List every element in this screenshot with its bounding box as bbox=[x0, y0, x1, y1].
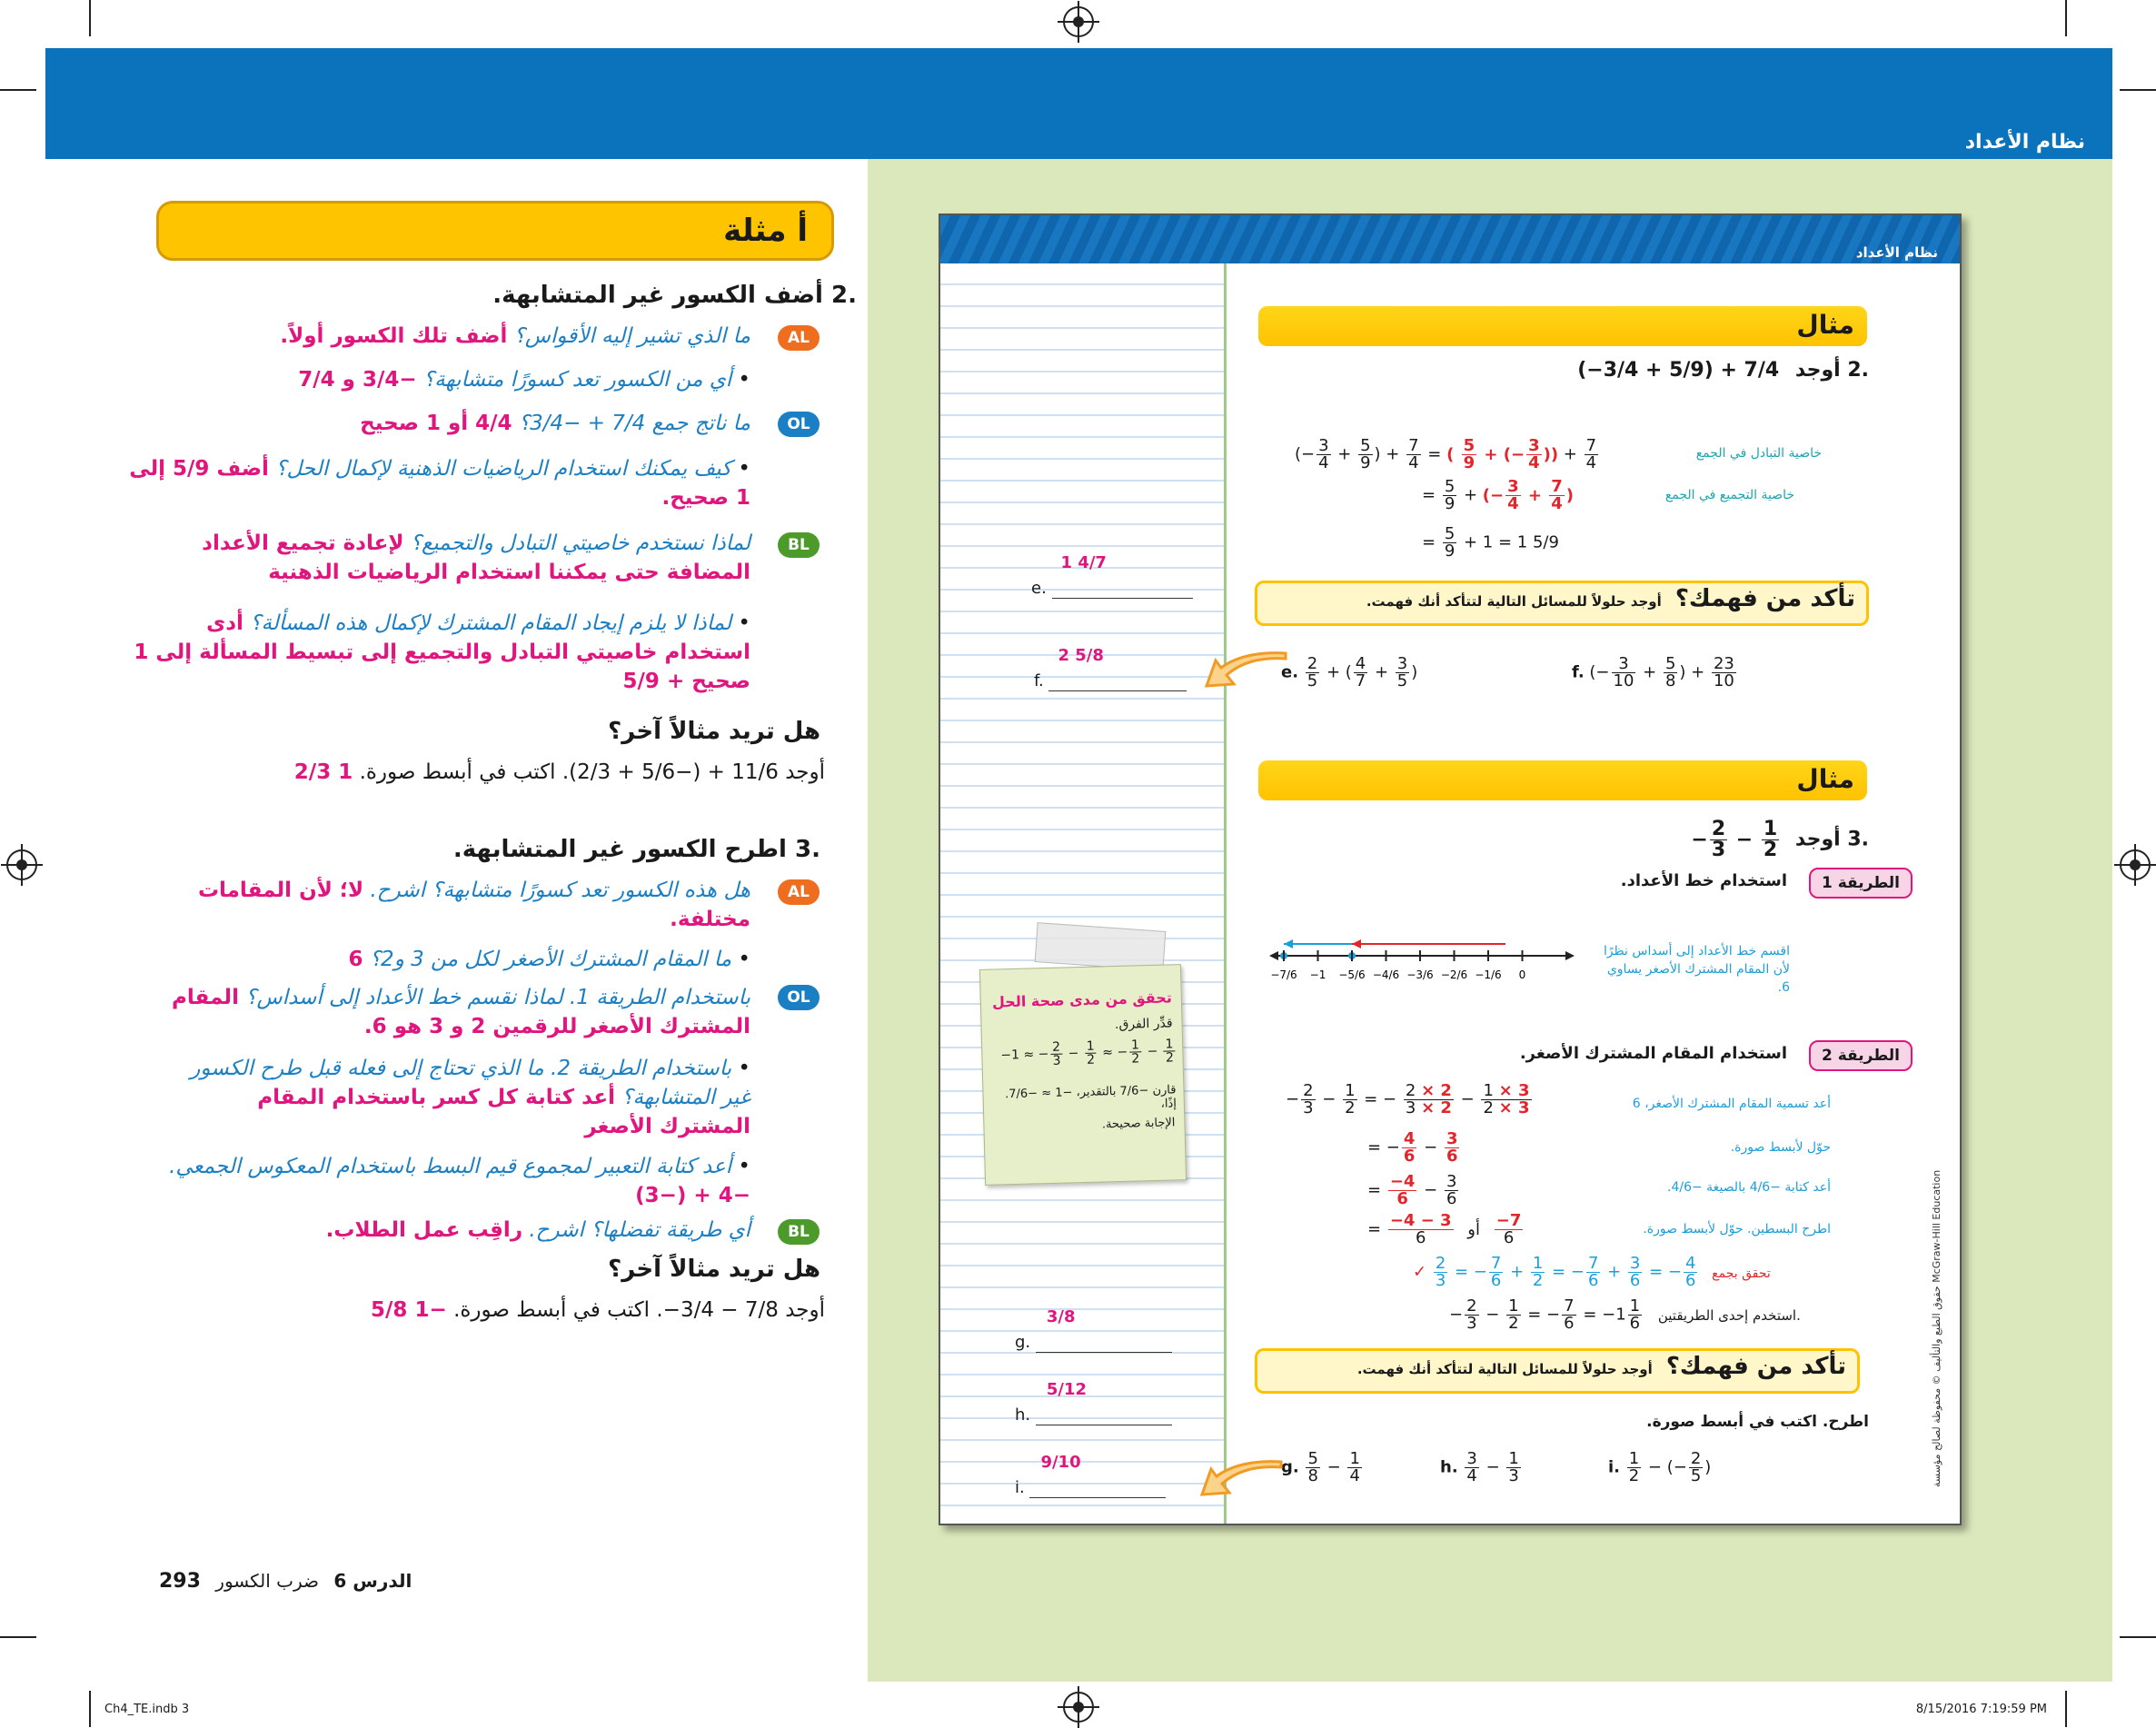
exercise-label: i. bbox=[1608, 1457, 1621, 1477]
section-header-bar bbox=[45, 48, 2112, 159]
crop-mark bbox=[2065, 0, 2067, 36]
check-sub: أوجد حلولاً للمسائل التالية لتتأكد أنك فهمت. bbox=[1356, 1361, 1653, 1377]
teacher-question: أي من الكسور تعد كسورًا متشابهة؟ bbox=[422, 368, 732, 392]
teacher-answer: −4 + (−3) bbox=[635, 1184, 750, 1207]
ol-badge: OL bbox=[778, 412, 820, 437]
m2-step1: − $\frac{2}{3}$ − $\frac{1}{2}$ = − $\frac{2 \times 2}{3 \times 2}$ − $\frac{1 \times 3}{2 \times 3}$ bbox=[1286, 1081, 1530, 1117]
q3-ol-item bbox=[160, 983, 750, 1041]
print-slug-left: Ch4_TE.indb 3 bbox=[104, 1703, 190, 1716]
ex2-step2-note: خاصية التجميع في الجمع bbox=[1664, 488, 1794, 502]
check-title-text: تأكد من فهمك؟ bbox=[1674, 585, 1855, 612]
q2-bl2-item: • لماذا لا يلزم إيجاد المقام المشترك لإكمال هذه المسألة؟ أدى استخدام خاصيتي التبادل والتجميع إلى تبسيط المسألة إلى 1 صحيح + 5/9 bbox=[134, 611, 750, 693]
check-title-text: تأكد من فهمك؟ bbox=[1665, 1353, 1846, 1380]
ex2-step1-note: خاصية التبادل في الجمع bbox=[1695, 446, 1822, 461]
q3-more-text bbox=[189, 1296, 825, 1325]
teacher-question: كيف يمكنك استخدام الرياضيات الذهنية لإكمال الحل؟ bbox=[275, 457, 732, 481]
m2-note3: أعد كتابة −4/6 بالصيغة −4/6. bbox=[1667, 1180, 1831, 1195]
check1-f: f. (− $\frac{3}{10}$ + $\frac{5}{8}$ ) + $\frac{23}{10}$ bbox=[1572, 654, 1734, 690]
q3-ol2-item: • باستخدام الطريقة 2. ما الذي تحتاج إلى فعله قبل طرح الكسور غير المتشابهة؟ أعد كتابة كل كسر باستخدام المقام المشترك الأصغر bbox=[190, 1057, 750, 1138]
q3-more-heading: هل تريد مثالاً آخر؟ bbox=[608, 1256, 820, 1283]
m2-step3: = $\frac{-4}{6}$ − $\frac{3}{6}$ bbox=[1367, 1172, 1457, 1208]
number-line-tick-label: −1 bbox=[1309, 968, 1326, 981]
number-line-tick-label: −7/6 bbox=[1270, 968, 1297, 981]
page-footer bbox=[159, 1570, 413, 1593]
arrow-to-notes-icon bbox=[1195, 1449, 1286, 1513]
example-banner bbox=[1258, 760, 1867, 800]
m2-final: − $\frac{2}{3}$ − $\frac{1}{2}$ = − $\frac{7}{6}$ = −1 $\frac{1}{6}$ استخدم إحدى الطريقتين. bbox=[1449, 1296, 1801, 1333]
m2-step4: = $\frac{-4 - 3}{6}$ أو $\frac{-7}{6}$ bbox=[1367, 1211, 1522, 1247]
m2-check-line: ✓ $\frac{2}{3}$ = − $\frac{7}{6}$ + $\frac{1}{2}$ = − $\frac{7}{6}$ + $\frac{3}{6}$ = − $\frac{4}{6}$ تحقق بجمع bbox=[1413, 1254, 1771, 1290]
section-title: نظام الأعداد bbox=[1964, 131, 2085, 154]
teacher-answer: راقِب عمل الطلاب. bbox=[325, 1218, 523, 1242]
teacher-answer: أضف 5/9 إلى 1 صحيح. bbox=[129, 457, 750, 510]
teacher-question: ما ناتج جمع 7/4 + −3/4؟ bbox=[518, 412, 750, 435]
crop-mark bbox=[0, 1636, 36, 1638]
exercise-label: e. bbox=[1281, 662, 1299, 682]
notes-answer-h: h. 5/12 bbox=[1015, 1405, 1197, 1425]
number-line-tick-label: −5/6 bbox=[1338, 968, 1366, 981]
more-example-answer: 1 2/3 bbox=[293, 760, 353, 784]
examples-banner bbox=[156, 201, 834, 261]
number-line-tick-label: −4/6 bbox=[1372, 968, 1400, 981]
q3-al2-item: • ما المقام المشترك الأصغر لكل من 3 و2؟ 6 bbox=[348, 948, 750, 971]
teacher-answer: −3/4 و 7/4 bbox=[298, 368, 417, 392]
al-badge: AL bbox=[778, 879, 820, 905]
lesson-title: ضرب الكسور bbox=[215, 1570, 320, 1592]
m2-note1: أعد تسمية المقام المشترك الأصغر، 6 bbox=[1632, 1097, 1831, 1111]
q2-ol-item bbox=[124, 409, 750, 438]
teacher-question: ما المقام المشترك الأصغر لكل من 3 و2؟ bbox=[369, 948, 732, 971]
notes-answer-i: i. 9/10 bbox=[1015, 1478, 1197, 1498]
teacher-question: لماذا نستخدم خاصيتي التبادل والتجميع؟ bbox=[410, 531, 750, 555]
method1-note: اقسم خط الأعداد إلى أسداس نظرًا لأن المقام المشترك الأصغر يساوي 6. bbox=[1603, 944, 1790, 995]
notes-answer-g: g. 3/8 bbox=[1015, 1333, 1197, 1353]
example-banner bbox=[1258, 306, 1867, 346]
exercise-label: g. bbox=[1281, 1457, 1299, 1477]
q2-bl-item bbox=[124, 529, 750, 587]
arrow-to-notes-icon bbox=[1199, 641, 1290, 704]
check-title bbox=[1366, 585, 1855, 612]
or-label: أو bbox=[1467, 1219, 1480, 1239]
teacher-question: أي طريقة تفضلها؟ اشرح. bbox=[529, 1218, 750, 1242]
crop-mark bbox=[2120, 1636, 2156, 1638]
check-title bbox=[1357, 1353, 1846, 1380]
example-title: مثال bbox=[1796, 764, 1854, 794]
example-title: مثال bbox=[1796, 310, 1854, 340]
sticky-title: تحقق من مدى صحة الحل bbox=[991, 988, 1173, 1011]
teacher-answer: أعد كتابة كل كسر باستخدام المقام المشترك الأصغر bbox=[257, 1086, 750, 1138]
q2-al-item bbox=[124, 322, 750, 351]
teacher-answer: أضف تلك الكسور أولاً. bbox=[280, 324, 508, 348]
q2-more-heading: هل تريد مثالاً آخر؟ bbox=[608, 718, 820, 745]
q2-ol2-item: • كيف يمكنك استخدام الرياضيات الذهنية لإكمال الحل؟ أضف 5/9 إلى 1 صحيح. bbox=[129, 457, 750, 510]
check2-i: i. $\frac{1}{2}$ − (− $\frac{2}{5}$ ) bbox=[1608, 1449, 1712, 1485]
ex2-prompt-label: .2 أوجد bbox=[1794, 359, 1869, 382]
number-line-tick-label: 0 bbox=[1518, 968, 1526, 981]
al-badge: AL bbox=[778, 325, 820, 351]
registration-mark-icon bbox=[6, 849, 37, 880]
teacher-answer: لا؛ لأن المقامات مختلفة. bbox=[197, 879, 750, 931]
page-number: 293 bbox=[159, 1570, 201, 1593]
sticky-line1: قدِّر الفرق. bbox=[1114, 1016, 1173, 1033]
crop-mark bbox=[0, 89, 36, 91]
teacher-answer: لإعادة تجميع الأعداد المضافة حتى يمكننا استخدام الرياضيات الذهنية bbox=[202, 531, 750, 584]
teacher-question: هل هذه الكسور تعد كسورًا متشابهة؟ اشرح. bbox=[370, 879, 750, 902]
registration-mark-icon bbox=[1063, 6, 1094, 37]
crop-mark bbox=[89, 0, 91, 36]
check-by-adding: تحقق بجمع bbox=[1712, 1266, 1771, 1281]
ol-badge: OL bbox=[778, 985, 820, 1010]
number-line-tick-label: −2/6 bbox=[1440, 968, 1468, 981]
q2-more-text bbox=[189, 758, 825, 787]
method1-pill: الطريقة 1 bbox=[1809, 868, 1913, 899]
bl-badge: BL bbox=[778, 532, 820, 558]
check1-e: e. $\frac{2}{5}$ + ( $\frac{4}{7}$ + $\frac{3}{5}$ ) bbox=[1281, 654, 1418, 690]
exercise-label: f. bbox=[1572, 662, 1585, 682]
crop-mark bbox=[2065, 1691, 2067, 1727]
ex2-prompt bbox=[1577, 359, 1869, 382]
more-example-text: أوجد 11/6 + (−5/6 + 2/3). اكتب في أبسط صورة. bbox=[359, 760, 825, 784]
q3-al-item bbox=[160, 876, 750, 934]
ex2-step2: = $\frac{5}{9}$ + (− $\frac{3}{4}$ + $\frac{7}{4}$ ) bbox=[1422, 477, 1575, 513]
registration-mark-icon bbox=[1063, 1692, 1094, 1723]
lesson-number: الدرس 6 bbox=[333, 1570, 412, 1592]
teacher-question: لماذا لا يلزم إيجاد المقام المشترك لإكمال هذه المسألة؟ bbox=[250, 611, 732, 635]
student-page-header bbox=[940, 215, 1960, 263]
q2-al2-item: • أي من الكسور تعد كسورًا متشابهة؟ −3/4 و 7/4 bbox=[298, 368, 750, 392]
sticky-line2: قارن −7/6 بالتقدير، −1 ≈ −7/6. إذًا، bbox=[1004, 1083, 1177, 1111]
more-example-text: أوجد 7/8 − 3/4−. اكتب في أبسط صورة. bbox=[453, 1298, 825, 1322]
teacher-question: أعد كتابة التعبير لمجموع قيم البسط باستخدام المعكوس الجمعي. bbox=[169, 1155, 732, 1178]
answer-g: 3/8 bbox=[1046, 1307, 1076, 1326]
exercise-label: h. bbox=[1440, 1457, 1458, 1477]
teacher-question: ما الذي تشير إليه الأقواس؟ bbox=[513, 324, 750, 348]
sticky-estimate: −1 ≈ − $\frac{2}{3}$ − $\frac{1}{2}$ ≈ − $\frac{1}{2}$ − $\frac{1}{2}$ bbox=[1000, 1037, 1175, 1068]
ex2-result: 1 5/9 bbox=[1516, 532, 1559, 552]
check-sub: أوجد حلولاً للمسائل التالية لتتأكد أنك فهمت. bbox=[1366, 593, 1662, 610]
check-understanding-banner bbox=[1255, 1348, 1860, 1394]
ex3-prompt-label: .3 أوجد bbox=[1794, 828, 1869, 851]
check2-h: h. $\frac{3}{4}$ − $\frac{1}{3}$ bbox=[1440, 1449, 1519, 1485]
sticky-line3: الإجابة صحيحة. bbox=[1101, 1116, 1176, 1132]
answer-h: 5/12 bbox=[1046, 1380, 1088, 1399]
teacher-answer: 4/4 أو 1 صحيح bbox=[360, 412, 512, 435]
answer-i: 9/10 bbox=[1040, 1453, 1081, 1472]
notes-divider bbox=[1224, 263, 1227, 1524]
number-line-tick-label: −3/6 bbox=[1406, 968, 1434, 981]
method2-desc: استخدام المقام المشترك الأصغر. bbox=[1519, 1044, 1787, 1063]
notes-answer-f: f. 2 5/8 bbox=[1034, 671, 1202, 691]
bl-badge: BL bbox=[778, 1219, 820, 1245]
answer-e: 1 4/7 bbox=[1060, 553, 1107, 572]
sticky-note bbox=[979, 964, 1187, 1186]
ex2-step3: = $\frac{5}{9}$ + 1 = 1 5/9 bbox=[1422, 524, 1559, 561]
registration-mark-icon bbox=[2120, 849, 2151, 880]
copyright-vertical: حقوق الطبع والتأليف © محفوظة لصالح مؤسسة McGraw-Hill Education bbox=[1931, 1169, 1942, 1487]
q3-bl-item bbox=[160, 1216, 750, 1245]
use-either-method: استخدم إحدى الطريقتين. bbox=[1657, 1306, 1801, 1324]
student-header-title: نظام الأعداد bbox=[1855, 244, 1938, 261]
print-slug-right: 8/15/2016 7:19:59 PM bbox=[1915, 1703, 2047, 1716]
q2-heading: .2 أضف الكسور غير المتشابهة. bbox=[492, 282, 857, 309]
student-page bbox=[939, 214, 1962, 1525]
crop-mark bbox=[2120, 89, 2156, 91]
number-line-tick-label: −1/6 bbox=[1475, 968, 1502, 981]
check-understanding-banner bbox=[1255, 581, 1869, 626]
check2-sub: اطرح. اكتب في أبسط صورة. bbox=[1646, 1413, 1869, 1431]
teacher-question: باستخدام الطريقة 2. ما الذي تحتاج إلى فعله قبل طرح الكسور غير المتشابهة؟ bbox=[190, 1057, 750, 1109]
m2-step2: = − $\frac{4}{6}$ − $\frac{3}{6}$ bbox=[1367, 1129, 1458, 1166]
crop-mark bbox=[89, 1691, 91, 1727]
teacher-question: باستخدام الطريقة 1. لماذا نقسم خط الأعداد إلى أسداس؟ bbox=[245, 986, 750, 1009]
q3-heading: .3 اطرح الكسور غير المتشابهة. bbox=[452, 836, 820, 863]
number-line bbox=[1267, 915, 1576, 988]
teacher-answer: 6 bbox=[348, 948, 363, 971]
notes-answer-e: e. 1 4/7 bbox=[1031, 579, 1199, 599]
ex3-prompt: .3 أوجد − $\frac{2}{3}$ − $\frac{1}{2}$ bbox=[1691, 818, 1869, 861]
examples-title: أ مثلة bbox=[723, 213, 808, 249]
q3-ol3-item: • أعد كتابة التعبير لمجموع قيم البسط باستخدام المعكوس الجمعي. −4 + (−3) bbox=[169, 1155, 750, 1207]
ex2-expression: (−3/4 + 5/9) + 7/4 bbox=[1577, 359, 1780, 382]
ex2-step1: (− $\frac{3}{4}$ + $\frac{5}{9}$ ) + $\frac{7}{4}$ = ( $\frac{5}{9}$ + (− $\frac{3}{4}$ )) + $\frac{7}{4}$ bbox=[1295, 436, 1597, 472]
teacher-answer: المقام المشترك الأصغر للرقمين 2 و 3 هو 6. bbox=[171, 986, 750, 1038]
method1-desc: استخدام خط الأعداد. bbox=[1620, 871, 1787, 890]
m2-note4: اطرح البسطين. حوّل لأبسط صورة. bbox=[1643, 1222, 1831, 1236]
m2-note2: حوّل لأبسط صورة. bbox=[1730, 1140, 1831, 1155]
more-example-answer: −1 5/8 bbox=[371, 1298, 447, 1322]
method2-pill: الطريقة 2 bbox=[1809, 1040, 1913, 1071]
answer-f: 2 5/8 bbox=[1058, 646, 1104, 665]
check2-g: g. $\frac{5}{8}$ − $\frac{1}{4}$ bbox=[1281, 1449, 1360, 1485]
teacher-answer: أدى استخدام خاصيتي التبادل والتجميع إلى تبسيط المسألة إلى 1 صحيح + 5/9 bbox=[134, 611, 750, 693]
